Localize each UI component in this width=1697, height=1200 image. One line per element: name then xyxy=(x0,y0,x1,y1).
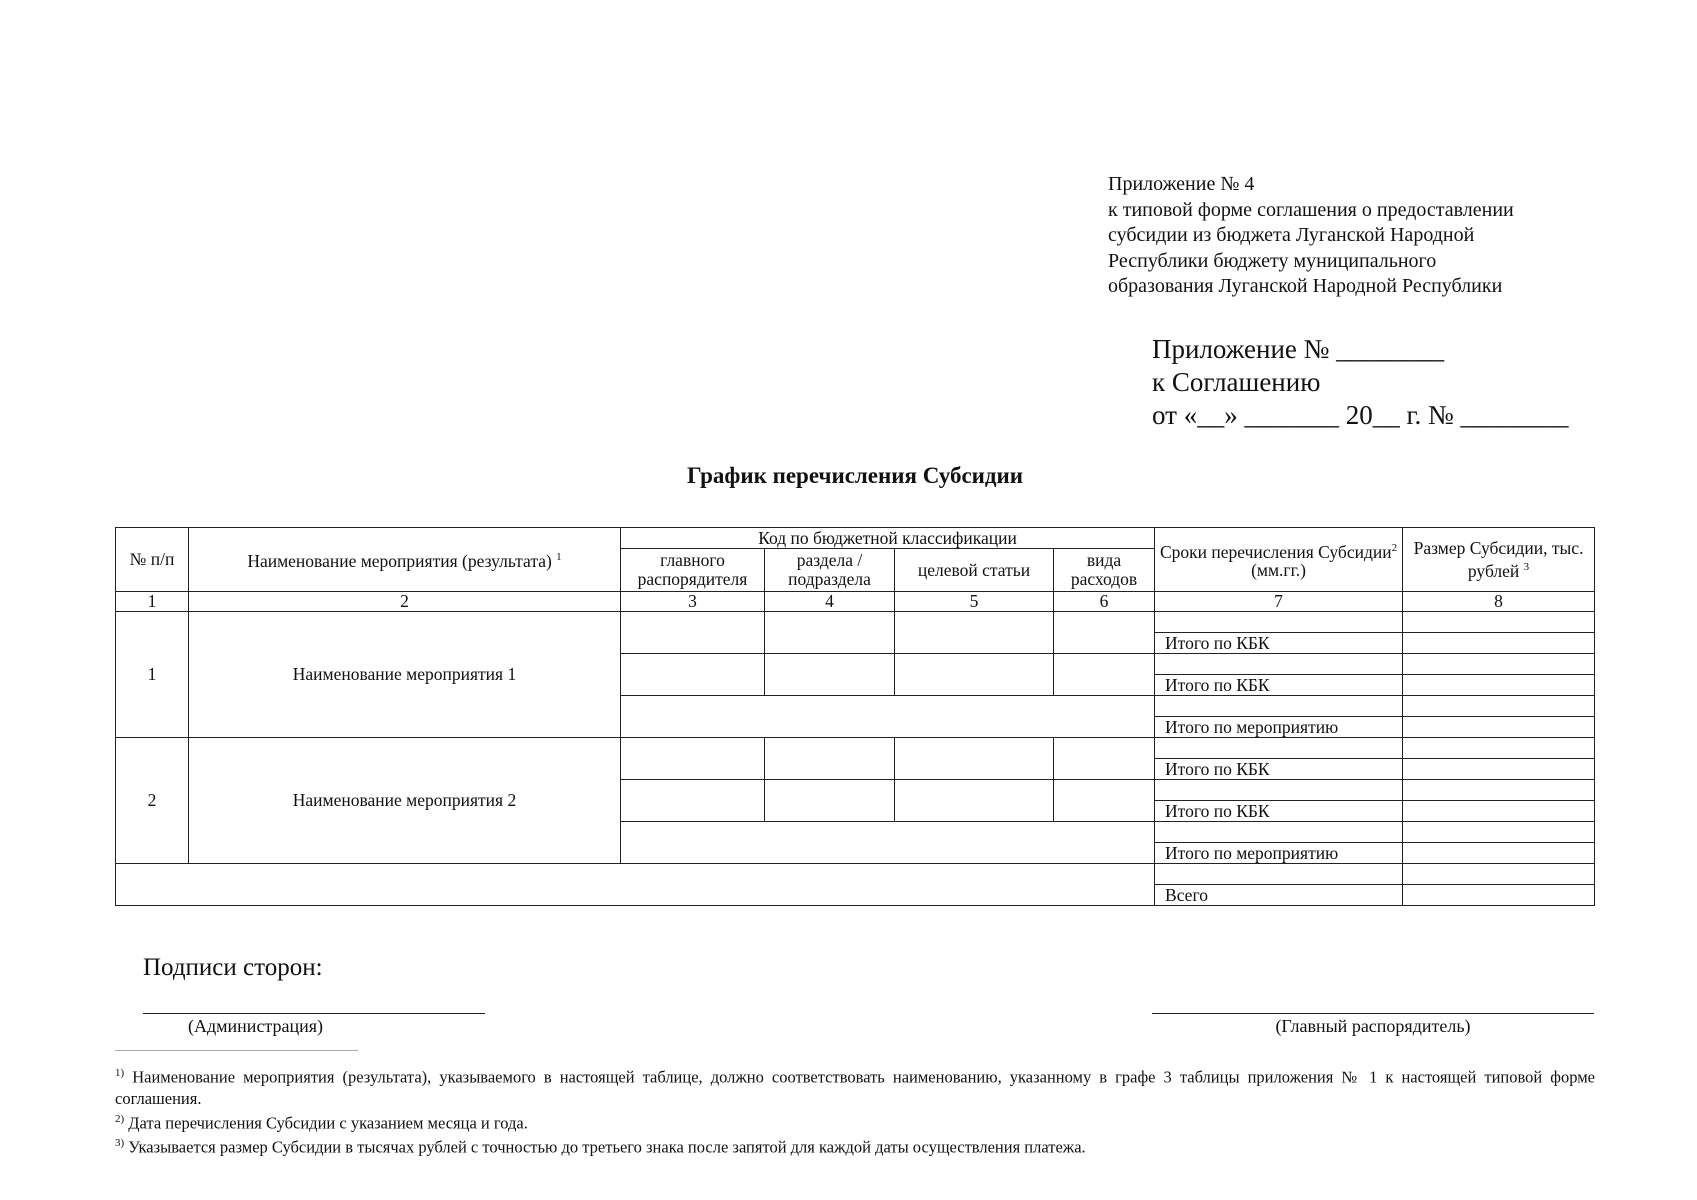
header-kbk-target: целевой статьи xyxy=(895,549,1054,592)
table-cell[interactable] xyxy=(1403,780,1595,801)
total-row xyxy=(116,864,1595,885)
footnote-text: Указывается размер Субсидии в тысячах рублей с точностью до третьего знака после запятой для каждой даты осуществления платежа. xyxy=(128,1137,1086,1157)
table-cell[interactable] xyxy=(1054,612,1155,654)
subtotal-kbk-label: Итого по КБК xyxy=(1155,801,1403,822)
activity-number: 1 xyxy=(116,612,189,738)
table-cell[interactable] xyxy=(1403,633,1595,654)
table-cell[interactable] xyxy=(1403,843,1595,864)
table-cell xyxy=(621,822,1155,864)
footnote-text: Наименование мероприятия (результата), указываемого в настоящей таблице, должно соответствовать наименованию, указанному в графе 3 таблицы приложения № 1 к настоящей типовой форме соглашения. xyxy=(115,1067,1596,1108)
header-note-line: к типовой форме соглашения о предоставлении xyxy=(1108,198,1514,221)
signature-line-administration xyxy=(143,1013,485,1014)
table-cell[interactable] xyxy=(1403,654,1595,675)
header-kbk-section: раздела / подраздела xyxy=(765,549,895,592)
footnote-separator xyxy=(115,1050,358,1051)
header-num xyxy=(116,528,189,592)
table-row xyxy=(116,612,1595,633)
table-cell[interactable] xyxy=(1155,696,1403,717)
table-cell[interactable] xyxy=(1155,864,1403,885)
table-cell[interactable] xyxy=(621,780,765,822)
table-cell[interactable] xyxy=(895,738,1054,780)
table-cell[interactable] xyxy=(1403,759,1595,780)
header-kbk-main-manager: главного распорядителя xyxy=(621,549,765,592)
column-number: 2 xyxy=(189,592,621,612)
column-number: 1 xyxy=(116,592,189,612)
header-dates-suffix: (мм.гг.) xyxy=(1251,560,1306,581)
subtotal-kbk-label: Итого по КБК xyxy=(1155,633,1403,654)
header-note-line: субсидии из бюджета Луганской Народной xyxy=(1108,224,1475,246)
header-amount xyxy=(1403,528,1595,592)
column-number: 4 xyxy=(765,592,895,612)
column-number: 6 xyxy=(1054,592,1155,612)
header-note-line: Республики бюджету муниципального xyxy=(1108,249,1437,272)
header-name-label: Наименование мероприятия (результата) xyxy=(247,550,552,571)
table-cell[interactable] xyxy=(1403,717,1595,738)
footnote-ref: 3 xyxy=(1523,560,1530,573)
header-row xyxy=(116,528,1595,549)
transfer-schedule-table xyxy=(115,527,1595,906)
table-cell[interactable] xyxy=(765,612,895,654)
signatures-title: Подписи сторон: xyxy=(143,954,323,981)
subtotal-kbk-label: Итого по КБК xyxy=(1155,759,1403,780)
annex-date-line: от «__» _______ 20__ г. № ________ xyxy=(1152,400,1569,430)
footnote-mark: 3) xyxy=(115,1137,125,1149)
table-cell[interactable] xyxy=(1054,780,1155,822)
footnote-mark: 1) xyxy=(115,1067,125,1079)
activity-name: Наименование мероприятия 2 xyxy=(189,738,621,864)
table-cell[interactable] xyxy=(1403,612,1595,633)
table-cell[interactable] xyxy=(1403,675,1595,696)
table-cell[interactable] xyxy=(765,738,895,780)
header-note-line: Приложение № 4 xyxy=(1108,173,1255,195)
activity-name: Наименование мероприятия 1 xyxy=(189,612,621,738)
table-cell[interactable] xyxy=(1403,822,1595,843)
header-num-label: № п/п xyxy=(129,549,175,569)
table-cell[interactable] xyxy=(1054,654,1155,696)
footnote-mark: 2) xyxy=(115,1112,125,1125)
table-cell[interactable] xyxy=(1155,612,1403,633)
annex-agreement-line: к Соглашению xyxy=(1152,367,1321,397)
table-cell[interactable] xyxy=(1403,801,1595,822)
table-cell[interactable] xyxy=(895,654,1054,696)
column-number: 8 xyxy=(1403,592,1595,612)
column-number: 7 xyxy=(1155,592,1403,612)
table-cell[interactable] xyxy=(621,738,765,780)
subtotal-kbk-label: Итого по КБК xyxy=(1155,675,1403,696)
table-cell xyxy=(116,864,1155,906)
table-row xyxy=(116,738,1595,759)
annex-block xyxy=(1152,333,1568,432)
footnote-text: Дата перечисления Субсидии с указанием месяца и года. xyxy=(128,1113,528,1132)
page-title: График перечисления Субсидии xyxy=(686,463,1024,488)
table-cell[interactable] xyxy=(1155,738,1403,759)
table-cell[interactable] xyxy=(1155,780,1403,801)
annex-number-line: Приложение № ________ xyxy=(1152,334,1445,364)
footnote-ref: 1 xyxy=(556,551,562,564)
column-number: 3 xyxy=(621,592,765,612)
table-cell[interactable] xyxy=(621,654,765,696)
header-kbk: Код по бюджетной классификации xyxy=(621,528,1155,549)
header-note xyxy=(1108,172,1514,300)
footnote xyxy=(115,1133,1595,1158)
footnote xyxy=(115,1109,1595,1134)
table-cell[interactable] xyxy=(1403,696,1595,717)
subtotal-activity-label: Итого по мероприятию xyxy=(1155,843,1403,864)
footnotes xyxy=(115,1063,1595,1158)
table-cell[interactable] xyxy=(1155,822,1403,843)
footnote xyxy=(115,1063,1595,1109)
header-dates xyxy=(1155,528,1403,592)
table-cell[interactable] xyxy=(1155,654,1403,675)
activity-number: 2 xyxy=(116,738,189,864)
table-cell xyxy=(621,696,1155,738)
header-kbk-expense-type: вида расходов xyxy=(1054,549,1155,592)
subtotal-activity-label: Итого по мероприятию xyxy=(1155,717,1403,738)
table-cell[interactable] xyxy=(621,612,765,654)
header-name xyxy=(189,528,621,592)
signature-line-main-manager xyxy=(1152,1013,1594,1014)
table-cell[interactable] xyxy=(1403,738,1595,759)
signature-caption-administration: (Администрация) xyxy=(188,1016,324,1036)
footnote-ref: 2 xyxy=(1391,541,1398,554)
header-note-line: образования Луганской Народной Республики xyxy=(1108,275,1503,297)
column-number-row xyxy=(116,592,1595,612)
table-cell[interactable] xyxy=(1054,738,1155,780)
table-cell[interactable] xyxy=(765,780,895,822)
column-number: 5 xyxy=(895,592,1054,612)
table-cell[interactable] xyxy=(765,654,895,696)
total-amount-cell[interactable] xyxy=(1403,885,1595,906)
header-amount-label: Размер Субсидии, тыс. рублей xyxy=(1413,537,1584,581)
table-cell[interactable] xyxy=(895,780,1054,822)
table-cell[interactable] xyxy=(895,612,1054,654)
signature-caption-main-manager: (Главный распорядитель) xyxy=(1275,1016,1471,1036)
table-cell[interactable] xyxy=(1403,864,1595,885)
header-dates-label: Сроки перечисления Субсидии xyxy=(1159,541,1392,562)
total-label: Всего xyxy=(1155,885,1403,906)
